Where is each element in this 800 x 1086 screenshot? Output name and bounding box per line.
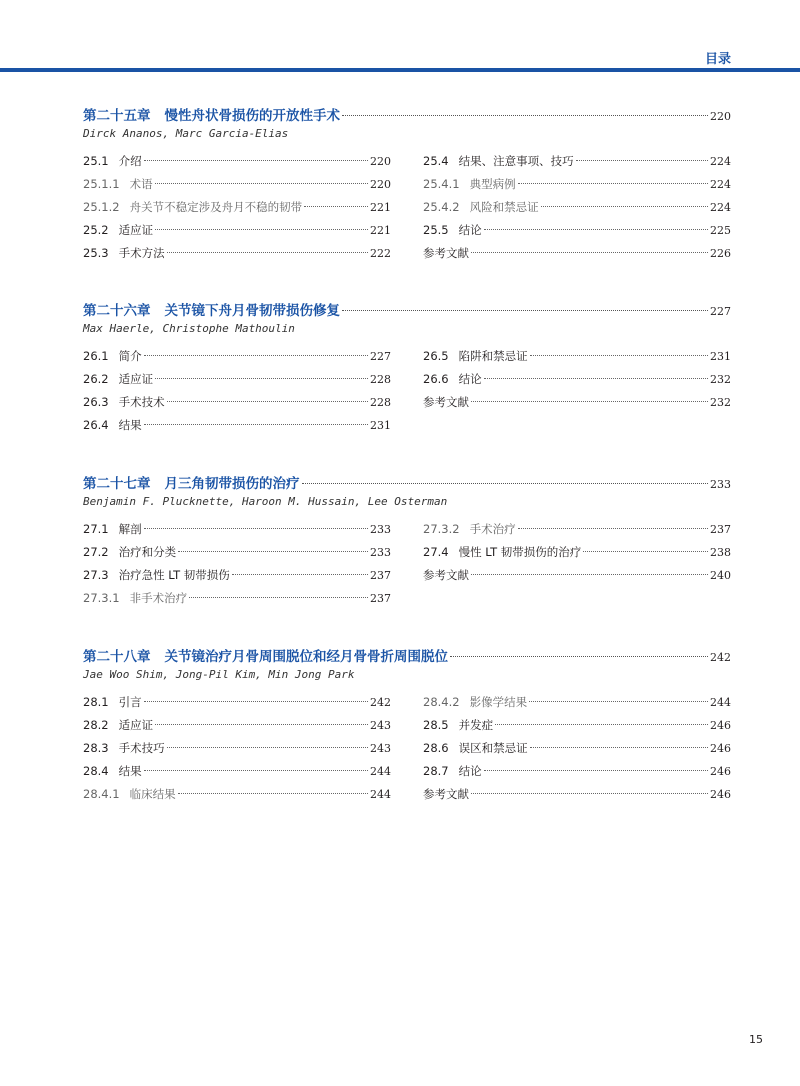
leader-dots: [144, 160, 368, 161]
entry-page: 237: [710, 523, 731, 536]
toc-entry[interactable]: [83, 176, 391, 199]
entry-number: 25.3: [83, 246, 109, 260]
chapter-heading[interactable]: [83, 645, 731, 665]
entry-title: 治疗和分类: [118, 545, 177, 559]
toc-entry[interactable]: [83, 417, 391, 440]
toc-entry[interactable]: [423, 763, 731, 786]
chapter-name: 月三角韧带损伤的治疗: [164, 476, 300, 492]
chapter-name: 慢性舟状骨损伤的开放性手术: [164, 108, 340, 124]
chapter-26: [83, 299, 731, 440]
entry-title: 引言: [118, 695, 142, 709]
entry-page: 246: [710, 719, 731, 732]
chapter-title: [83, 104, 340, 124]
toc-column-left: [83, 153, 391, 268]
toc-entry[interactable]: [83, 694, 391, 717]
entry-title: 手术方法: [118, 246, 165, 260]
leader-dots: [529, 701, 708, 702]
entry-number: 26.6: [423, 372, 449, 386]
entry-title: 结论: [458, 372, 482, 386]
page-number: 15: [749, 1033, 763, 1046]
entry-number: 27.3: [83, 568, 109, 582]
chapter-page: 242: [710, 651, 731, 664]
leader-dots: [302, 483, 709, 484]
chapter-name: 关节镜下舟月骨韧带损伤修复: [164, 303, 340, 319]
entry-number: 28.1: [83, 695, 109, 709]
entry-number: 28.3: [83, 741, 109, 755]
leader-dots: [471, 793, 708, 794]
entry-title: 慢性 LT 韧带损伤的治疗: [458, 545, 582, 559]
entry-number: 25.4.2: [423, 200, 460, 214]
toc-entry[interactable]: [423, 199, 731, 222]
entry-page: 238: [710, 546, 731, 559]
entry-title: 陷阱和禁忌证: [458, 349, 528, 363]
leader-dots: [530, 747, 708, 748]
entry-page: 244: [370, 765, 391, 778]
leader-dots: [144, 528, 368, 529]
chapter-heading[interactable]: [83, 472, 731, 492]
leader-dots: [144, 770, 368, 771]
entry-number: 25.5: [423, 223, 449, 237]
entry-number: 28.5: [423, 718, 449, 732]
chapter-authors: Max Haerle, Christophe Mathoulin: [83, 322, 295, 335]
entry-title: 参考文献: [423, 787, 469, 801]
entry-number: 28.4.2: [423, 695, 460, 709]
entry-title: 手术技巧: [118, 741, 165, 755]
entry-title: 适应证: [118, 223, 154, 237]
entry-number: 26.5: [423, 349, 449, 363]
chapter-27: [83, 472, 731, 613]
leader-dots: [471, 574, 708, 575]
entry-page: 220: [370, 178, 391, 191]
entry-title: 并发症: [458, 718, 494, 732]
entry-page: 246: [710, 765, 731, 778]
chapter-heading[interactable]: [83, 104, 731, 124]
toc-entry[interactable]: [83, 786, 391, 809]
entry-page: 233: [370, 546, 391, 559]
entry-number: 25.1.2: [83, 200, 120, 214]
toc-entry[interactable]: [423, 694, 731, 717]
leader-dots: [484, 229, 708, 230]
leader-dots: [304, 206, 368, 207]
toc-entry[interactable]: [423, 245, 731, 268]
entry-page: 237: [370, 592, 391, 605]
toc-entry[interactable]: [423, 567, 731, 590]
leader-dots: [471, 252, 708, 253]
entry-page: 221: [370, 201, 391, 214]
entry-title: 非手术治疗: [129, 591, 188, 605]
toc-entry[interactable]: [83, 544, 391, 567]
entry-page: 232: [710, 373, 731, 386]
entry-title: 手术治疗: [469, 522, 516, 536]
entry-number: 28.4.1: [83, 787, 120, 801]
entry-number: 26.4: [83, 418, 109, 432]
entry-page: 225: [710, 224, 731, 237]
toc-entry[interactable]: [83, 740, 391, 763]
leader-dots: [232, 574, 368, 575]
leader-dots: [450, 656, 708, 657]
toc-entry[interactable]: [83, 567, 391, 590]
entry-page: 231: [370, 419, 391, 432]
entry-title: 风险和禁忌证: [469, 200, 539, 214]
leader-dots: [155, 183, 368, 184]
chapter-authors: Dirck Ananos, Marc Garcia-Elias: [83, 127, 289, 140]
entry-number: 27.1: [83, 522, 109, 536]
leader-dots: [178, 551, 368, 552]
entry-page: 220: [370, 155, 391, 168]
toc-column-right: [423, 348, 731, 440]
section-title: 目录: [704, 52, 731, 67]
toc-column-right: [423, 521, 731, 613]
chapter-authors: Jae Woo Shim, Jong-Pil Kim, Min Jong Park: [83, 668, 355, 681]
toc-columns: [83, 694, 731, 809]
entry-page: 224: [710, 155, 731, 168]
toc-column-right: [423, 153, 731, 268]
toc-entry[interactable]: [83, 717, 391, 740]
entry-title: 参考文献: [423, 246, 469, 260]
entry-page: 228: [370, 396, 391, 409]
leader-dots: [144, 424, 368, 425]
leader-dots: [484, 770, 708, 771]
toc-entry[interactable]: [83, 394, 391, 417]
entry-number: 26.2: [83, 372, 109, 386]
leader-dots: [144, 355, 368, 356]
toc-columns: [83, 348, 731, 440]
entry-page: 228: [370, 373, 391, 386]
entry-page: 243: [370, 742, 391, 755]
chapter-authors: Benjamin F. Plucknette, Haroon M. Hussain, Lee Osterman: [83, 495, 448, 508]
toc-entry[interactable]: [83, 521, 391, 544]
leader-dots: [178, 793, 368, 794]
leader-dots: [189, 597, 368, 598]
entry-page: 222: [370, 247, 391, 260]
toc-entry[interactable]: [83, 199, 391, 222]
entry-number: 28.4: [83, 764, 109, 778]
toc-column-left: [83, 694, 391, 809]
entry-title: 结果: [118, 764, 142, 778]
entry-number: 25.2: [83, 223, 109, 237]
entry-page: 221: [370, 224, 391, 237]
toc-entry[interactable]: [423, 740, 731, 763]
toc-entry[interactable]: [423, 222, 731, 245]
entry-page: 226: [710, 247, 731, 260]
toc-entry[interactable]: [83, 153, 391, 176]
toc-entry[interactable]: [423, 521, 731, 544]
entry-page: 246: [710, 788, 731, 801]
entry-number: 27.4: [423, 545, 449, 559]
toc-entry[interactable]: [83, 590, 391, 613]
leader-dots: [342, 310, 708, 311]
entry-title: 舟关节不稳定涉及舟月不稳的韧带: [129, 200, 303, 214]
leader-dots: [144, 701, 368, 702]
entry-title: 参考文献: [423, 568, 469, 582]
toc-entry[interactable]: [423, 717, 731, 740]
toc-column-right: [423, 694, 731, 809]
entry-title: 结论: [458, 223, 482, 237]
entry-page: 232: [710, 396, 731, 409]
leader-dots: [541, 206, 708, 207]
entry-page: 246: [710, 742, 731, 755]
entry-page: 244: [370, 788, 391, 801]
leader-dots: [530, 355, 708, 356]
chapter-name: 关节镜治疗月骨周围脱位和经月骨骨折周围脱位: [164, 649, 448, 665]
leader-dots: [155, 378, 368, 379]
chapter-page: 227: [710, 305, 731, 318]
entry-title: 介绍: [118, 154, 142, 168]
entry-page: 224: [710, 201, 731, 214]
toc-entry[interactable]: [423, 153, 731, 176]
leader-dots: [167, 401, 368, 402]
leader-dots: [576, 160, 708, 161]
entry-number: 26.1: [83, 349, 109, 363]
toc-entry[interactable]: [83, 222, 391, 245]
leader-dots: [495, 724, 708, 725]
toc-entry[interactable]: [423, 394, 731, 417]
chapter-title: [83, 299, 340, 319]
toc-entry[interactable]: [83, 763, 391, 786]
entry-number: 28.2: [83, 718, 109, 732]
entry-number: 25.1: [83, 154, 109, 168]
entry-page: 242: [370, 696, 391, 709]
entry-title: 解剖: [118, 522, 142, 536]
entry-title: 治疗急性 LT 韧带损伤: [118, 568, 230, 582]
toc-entry[interactable]: [423, 544, 731, 567]
chapter-28: [83, 645, 731, 809]
entry-number: 28.6: [423, 741, 449, 755]
leader-dots: [518, 528, 708, 529]
chapter-number: 第二十八章: [83, 649, 151, 665]
leader-dots: [471, 401, 708, 402]
entry-title: 临床结果: [129, 787, 176, 801]
entry-title: 结论: [458, 764, 482, 778]
chapter-title: [83, 472, 300, 492]
entry-title: 适应证: [118, 372, 154, 386]
entry-title: 误区和禁忌证: [458, 741, 528, 755]
chapter-25: [83, 104, 731, 268]
toc-column-left: [83, 348, 391, 440]
leader-dots: [583, 551, 708, 552]
toc-column-left: [83, 521, 391, 613]
entry-page: 237: [370, 569, 391, 582]
entry-title: 影像学结果: [469, 695, 528, 709]
entry-page: 240: [710, 569, 731, 582]
entry-page: 244: [710, 696, 731, 709]
toc-columns: [83, 153, 731, 268]
chapter-number: 第二十六章: [83, 303, 151, 319]
entry-number: 27.3.1: [83, 591, 120, 605]
entry-number: 27.2: [83, 545, 109, 559]
entry-page: 227: [370, 350, 391, 363]
entry-number: 26.3: [83, 395, 109, 409]
toc-entry[interactable]: [83, 348, 391, 371]
entry-page: 224: [710, 178, 731, 191]
leader-dots: [518, 183, 708, 184]
leader-dots: [484, 378, 708, 379]
chapter-heading[interactable]: [83, 299, 731, 319]
toc-entry[interactable]: [423, 786, 731, 809]
leader-dots: [167, 747, 368, 748]
entry-page: 233: [370, 523, 391, 536]
leader-dots: [167, 252, 368, 253]
entry-title: 适应证: [118, 718, 154, 732]
toc-entry[interactable]: [423, 348, 731, 371]
entry-number: 28.7: [423, 764, 449, 778]
toc-columns: [83, 521, 731, 613]
toc-entry[interactable]: [83, 371, 391, 394]
leader-dots: [155, 724, 368, 725]
chapter-number: 第二十五章: [83, 108, 151, 124]
entry-number: 27.3.2: [423, 522, 460, 536]
entry-number: 25.4.1: [423, 177, 460, 191]
chapter-page: 220: [710, 110, 731, 123]
chapter-title: [83, 645, 448, 665]
entry-title: 参考文献: [423, 395, 469, 409]
entry-number: 25.1.1: [83, 177, 120, 191]
chapter-number: 第二十七章: [83, 476, 151, 492]
toc-entry[interactable]: [423, 371, 731, 394]
entry-title: 简介: [118, 349, 142, 363]
entry-title: 结果: [118, 418, 142, 432]
entry-page: 231: [710, 350, 731, 363]
header-rule: [0, 68, 800, 72]
entry-title: 典型病例: [469, 177, 516, 191]
entry-number: 25.4: [423, 154, 449, 168]
entry-page: 243: [370, 719, 391, 732]
chapter-page: 233: [710, 478, 731, 491]
leader-dots: [155, 229, 368, 230]
entry-title: 结果、注意事项、技巧: [458, 154, 574, 168]
toc-entry[interactable]: [83, 245, 391, 268]
toc-entry[interactable]: [423, 176, 731, 199]
entry-title: 术语: [129, 177, 153, 191]
leader-dots: [342, 115, 708, 116]
entry-title: 手术技术: [118, 395, 165, 409]
